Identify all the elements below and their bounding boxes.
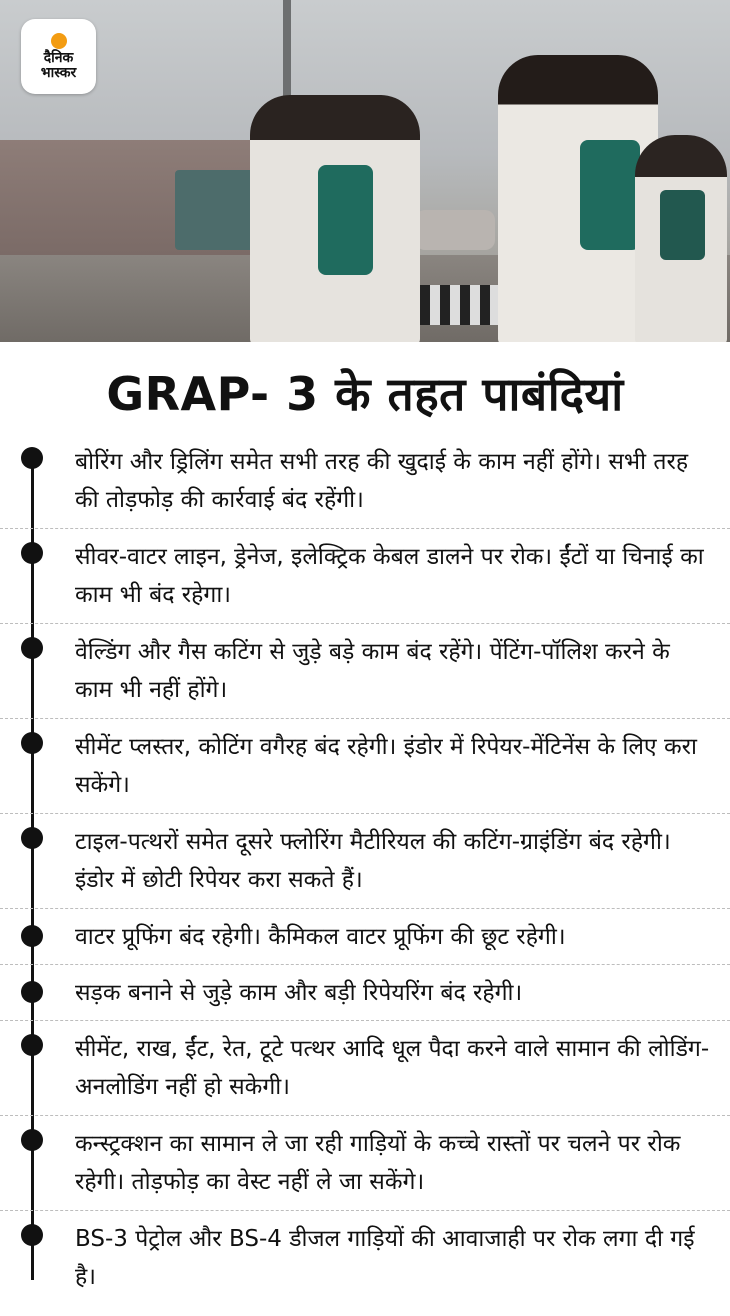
bullet-dot-icon [21,542,43,564]
list-item-text: वाटर प्रूफिंग बंद रहेगी। कैमिकल वाटर प्रूफिंग की छूट रहेगी। [75,923,566,950]
photo-student-1-vest [318,165,373,275]
list-item [0,965,730,1021]
bullet-dot-icon [21,1034,43,1056]
logo-line-2: भास्कर [40,64,77,81]
bullet-dot-icon [21,1129,43,1151]
list-item-text: बोरिंग और ड्रिलिंग समेत सभी तरह की खुदाई के काम नहीं होंगे। सभी तरह की तोड़फोड़ की कार्रवाई बंद रहेंगी। [75,449,689,513]
list-item [0,909,730,965]
list-item [0,1116,730,1211]
bullet-dot-icon [21,637,43,659]
list-item [0,814,730,909]
photo-student-2-vest [580,140,640,250]
list-item-text: सीवर-वाटर लाइन, ड्रेनेज, इलेक्ट्रिक केबल डालने पर रोक। ईंटों या चिनाई का काम भी बंद रहेगा। [75,544,704,608]
list-item-text: सड़क बनाने से जुड़े काम और बड़ी रिपेयरिंग बंद रहेगी। [75,979,523,1006]
bullet-dot-icon [21,447,43,469]
list-item [0,529,730,624]
photo-car [415,210,495,250]
list-item [0,1021,730,1116]
list-item-text: सीमेंट प्लस्तर, कोटिंग वगैरह बंद रहेगी। इंडोर में रिपेयर-मेंटिनेंस के लिए करा सकेंगे। [75,734,697,798]
list-item [0,1211,730,1305]
sun-icon [51,33,67,49]
dainik-bhaskar-logo [21,19,96,94]
list-item-text: कन्स्ट्रक्शन का सामान ले जा रही गाड़ियों के कच्चे रास्तों पर चलने पर रोक रहेगी। तोड़फोड़ का वेस्ट नहीं ले जा सकेंगे। [75,1131,681,1195]
list-item-text: टाइल-पत्थरों समेत दूसरे फ्लोरिंग मैटीरियल की कटिंग-ग्राइंडिंग बंद रहेगी। इंडोर में छोटी रिपेयर करा सकते हैं। [75,829,671,893]
bullet-dot-icon [21,981,43,1003]
restrictions-list [0,434,730,1305]
list-item-text: BS-3 पेट्रोल और BS-4 डीजल गाड़ियों की आवाजाही पर रोक लगा दी गई है। [75,1226,695,1290]
page-title: GRAP- 3 के तहत पाबंदियां [106,367,624,421]
bullet-dot-icon [21,827,43,849]
list-item [0,434,730,529]
list-item [0,624,730,719]
photo-kerb [420,285,500,325]
logo-line-1: दैनिक [43,49,74,66]
bullet-dot-icon [21,732,43,754]
list-item [0,719,730,814]
list-item-text: सीमेंट, राख, ईंट, रेत, टूटे पत्थर आदि धूल पैदा करने वाले सामान की लोडिंग-अनलोडिंग नहीं हो सकेगी। [75,1036,710,1100]
bullet-dot-icon [21,1224,43,1246]
list-item-text: वेल्डिंग और गैस कटिंग से जुड़े बड़े काम बंद रहेंगे। पेंटिंग-पॉलिश करने के काम भी नहीं होंगे। [75,639,670,703]
header-photo [0,0,730,342]
bullet-dot-icon [21,925,43,947]
photo-student-3-vest [660,190,705,260]
